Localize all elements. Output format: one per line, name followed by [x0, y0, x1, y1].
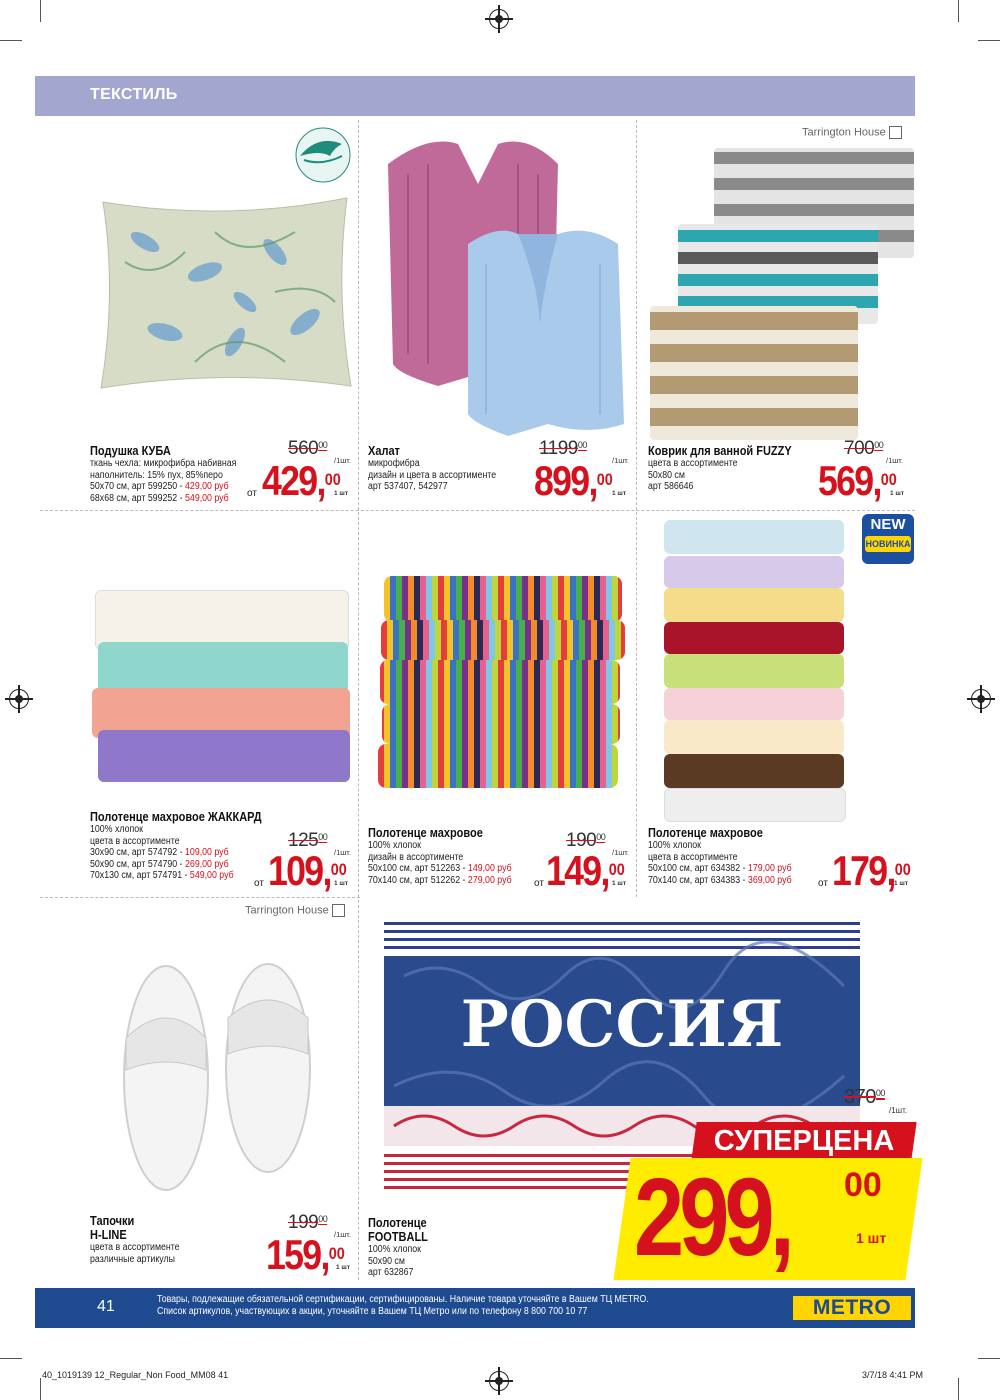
brand-label: Tarrington House	[245, 904, 329, 917]
bath-mat-image	[648, 146, 916, 442]
product-card-pillow[interactable]: Подушка КУБА ткань чехла: микрофибра набивная наполнитель: 15% пух, 85%перо 50x70 см, арт 599250 - 429,00 руб 68x68 см, арт 599252 - 549,00 руб $560^{00}$ /1шт. от 429,00 1 шт	[40, 120, 358, 510]
promo-price: 149,00	[546, 847, 625, 894]
print-slug-left: 40_1019139 12_Regular_Non Food_MM08 41	[42, 1370, 229, 1380]
pillow-image	[95, 192, 355, 392]
old-price: $560^{00}$	[288, 438, 328, 459]
section-title: ТЕКСТИЛЬ	[90, 86, 178, 103]
house-icon	[332, 904, 345, 917]
footer-note: Товары, подлежащие обязательной сертификации, сертифицированы. Наличие товара уточняйте в Вашем ТЦ METRO.	[157, 1294, 649, 1305]
product-card-colored-towel[interactable]: NEW НОВИНКА Полотенце махровое 100% хлопок цвета в ассортименте 50x100 см, арт 634382 - 179,00 руб 70x140 см, арт 634383 - 369,00 руб от 179,00 1 шт	[636, 512, 915, 897]
page-number: 41	[97, 1298, 115, 1315]
product-card-football-towel[interactable]: РОССИЯ Полотенце FOOTBALL 100% хлопок 50x90 см арт 632867 $370^{00}$ /1шт. СУПЕРЦЕНА 299, 00 1 шт	[358, 900, 915, 1280]
footer-bar: 41 Товары, подлежащие обязательной сертификации, сертифицированы. Наличие товара уточняйте в Вашем ТЦ METRO. Список артикулов, участвующих в акции, уточняйте в Вашем ТЦ Метро или по телефону 8 800 700 10 77 METRO	[35, 1288, 915, 1328]
registration-mark-bottom	[489, 1371, 509, 1391]
brand-label: Tarrington House	[802, 126, 886, 139]
promo-price: 569,00	[818, 457, 897, 504]
old-price: $125^{00}$	[288, 830, 328, 851]
product-card-jacquard-towel[interactable]: Полотенце махровое ЖАККАРД 100% хлопок цвета в ассортименте 30x90 см, арт 574792 - 109,00 руб 50x90 см, арт 574790 - 269,00 руб 70x130 см, арт 574791 - 549,00 руб $125^{00}$ /1шт. от 109,00 1 шт	[40, 512, 358, 897]
product-card-robe[interactable]: Халат микрофибра дизайн и цвета в ассортименте арт 537407, 542977 1199$^{00}$ /1шт. 899,00 1 шт	[358, 120, 636, 510]
super-price-label: СУПЕРЦЕНА	[691, 1122, 916, 1160]
product-name: Халат	[368, 444, 400, 458]
registration-mark-top	[489, 9, 509, 29]
towel-text: РОССИЯ	[460, 987, 784, 1062]
old-price: $199^{00}$	[288, 1212, 328, 1233]
old-price: $190^{00}$	[566, 830, 606, 851]
striped-towel-image	[378, 572, 628, 790]
product-name: Полотенце	[368, 1216, 427, 1230]
super-price: 299,	[634, 1156, 790, 1279]
new-badge: NEW НОВИНКА	[862, 514, 914, 564]
product-card-slippers[interactable]: Tarrington House Тапочки H-LINE цвета в ассортименте различные артикулы $199^{00}$ /1шт. 159,00 1 шт	[90, 904, 351, 1278]
old-price: $370^{00}$	[844, 1086, 885, 1108]
promo-price: 899,00	[534, 457, 613, 504]
promo-price: 429,00	[262, 457, 341, 504]
product-name: Полотенце махровое	[368, 826, 483, 840]
metro-logo: METRO	[793, 1296, 911, 1320]
product-card-bath-mat[interactable]: Tarrington House Коврик для ванной FUZZY цвета в ассортименте 50x80 см арт 586646 $700^{00}$ /1шт. 569,00 1 шт	[636, 120, 915, 510]
old-price: $700^{00}$	[844, 438, 884, 459]
print-slug-right: 3/7/18 4:41 PM	[862, 1370, 924, 1380]
product-name: Тапочки	[90, 1214, 135, 1228]
section-header	[35, 76, 915, 116]
product-card-striped-towel[interactable]: Полотенце махровое 100% хлопок дизайн в ассортименте 50x100 см, арт 512263 - 149,00 руб 70x140 см, арт 512262 - 279,00 руб $190^{00}$ /1шт. от 149,00 1 шт	[358, 512, 636, 897]
product-name: Полотенце махровое	[648, 826, 763, 840]
robe-image	[368, 124, 630, 440]
product-name: Полотенце махровое ЖАККАРД	[90, 810, 262, 824]
registration-mark-right	[971, 689, 991, 709]
promo-price: 109,00	[268, 847, 347, 894]
product-name: Коврик для ванной FUZZY	[648, 444, 792, 458]
registration-mark-left	[9, 689, 29, 709]
sleeper-logo-icon	[290, 126, 356, 184]
promo-price: 159,00	[266, 1231, 345, 1278]
product-name: Подушка КУБА	[90, 444, 171, 458]
old-price: 1199$^{00}$	[539, 438, 587, 459]
promo-price: 179,00	[832, 847, 911, 894]
slippers-image	[118, 958, 318, 1198]
house-icon	[889, 126, 902, 139]
